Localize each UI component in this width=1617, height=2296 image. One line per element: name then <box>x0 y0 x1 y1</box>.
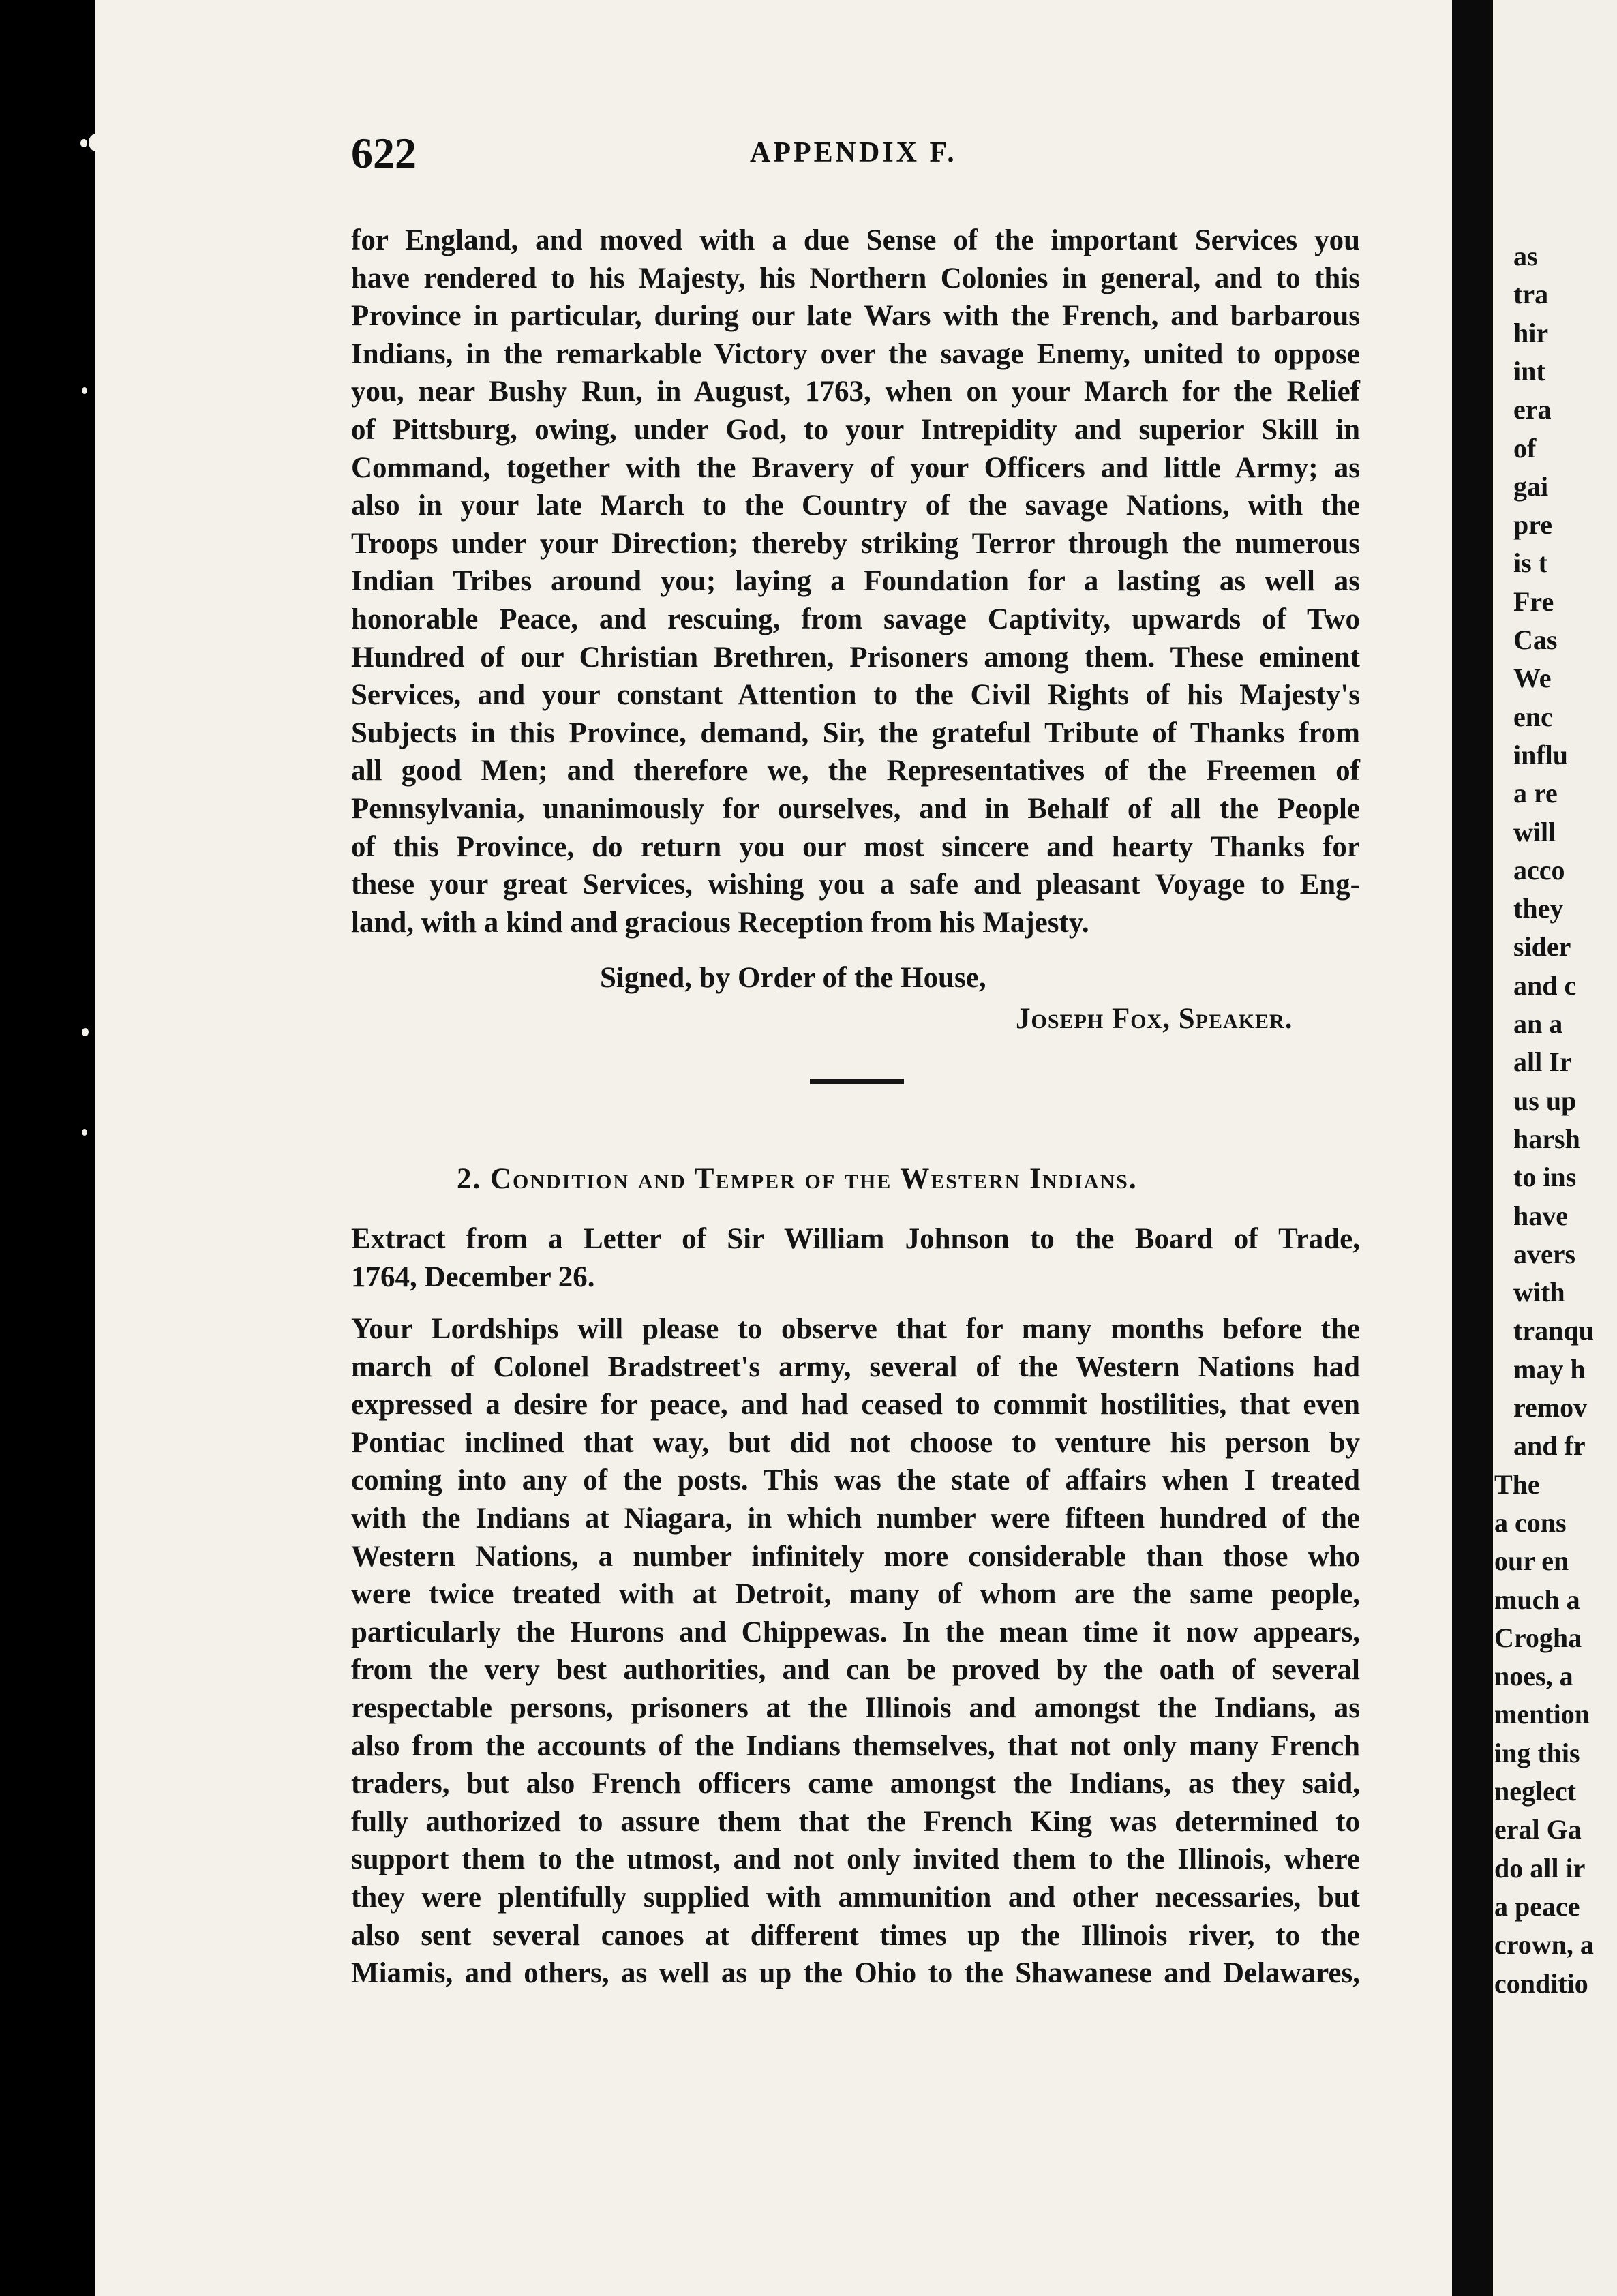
facing-page-line: Cas <box>1513 624 1558 655</box>
facing-page-line: acco <box>1513 854 1565 886</box>
text-line: Miamis, and others, as well as up the Ohio to the Shawanese and Delawares, <box>351 1957 1360 1990</box>
text-line: 1764, December 26. <box>351 1260 595 1293</box>
running-header-title: APPENDIX F. <box>750 137 957 168</box>
speck <box>80 139 87 147</box>
facing-page-line: as <box>1513 241 1538 271</box>
signed-line: Signed, by Order of the House, <box>600 962 986 994</box>
facing-page-line: sider <box>1513 931 1571 963</box>
text-line: also sent several canoes at different times up the Illinois river, to the <box>351 1919 1360 1952</box>
text-line: honorable Peace, and rescuing, from savage Captivity, upwards of Two <box>351 603 1360 635</box>
facing-page-line: mention <box>1494 1699 1590 1730</box>
facing-page-line: neglect <box>1494 1776 1576 1807</box>
running-head <box>351 128 1360 183</box>
text-line: Pennsylvania, unanimously for ourselves, and in Behalf of all the People <box>351 792 1360 825</box>
facing-page-line: int <box>1513 355 1545 387</box>
facing-page-line: will <box>1513 816 1556 847</box>
facing-page-fragment <box>1493 0 1617 2296</box>
text-line: Indians, in the remarkable Victory over the savage Enemy, united to oppose <box>351 337 1360 370</box>
facing-page-line: hir <box>1513 317 1549 348</box>
facing-page-line: noes, a <box>1494 1661 1573 1692</box>
text-line: Subjects in this Province, demand, Sir, the grateful Tribute of Thanks from <box>351 716 1360 749</box>
text-line: also from the accounts of the Indians themselves, that not only many French <box>351 1729 1360 1762</box>
facing-page-line: may h <box>1513 1353 1586 1385</box>
page-gutter <box>1452 0 1493 2296</box>
text-line: Province in particular, during our late Wars with the French, and barbarous <box>351 300 1360 333</box>
text-line: Command, together with the Bravery of your Officers and little Army; as <box>351 451 1360 484</box>
facing-page-line: do all ir <box>1494 1852 1586 1884</box>
text-line: all good Men; and therefore we, the Representatives of the Freemen of <box>351 755 1360 787</box>
page-number: 622 <box>351 129 417 177</box>
speck <box>82 387 87 394</box>
text-line: they were plentifully supplied with ammunition and other necessaries, but <box>351 1881 1360 1914</box>
text-line: Pontiac inclined that way, but did not choose to venture his person by <box>351 1426 1360 1459</box>
facing-page-line: We <box>1513 663 1552 694</box>
text-line: Services, and your constant Attention to the Civil Rights of his Majesty's <box>351 679 1360 712</box>
facing-page-line: much a <box>1494 1584 1580 1615</box>
speck <box>89 134 104 151</box>
facing-page-line: eral Ga <box>1494 1814 1582 1845</box>
speck <box>82 1028 89 1036</box>
facing-page-line: conditio <box>1494 1967 1588 1999</box>
signature-line: Joseph Fox, Speaker. <box>1016 1003 1293 1035</box>
text-line: coming into any of the posts. This was the state of affairs when I treated <box>351 1464 1360 1497</box>
text-line: also in your late March to the Country of the savage Nations, with the <box>351 489 1360 522</box>
facing-page-line: influ <box>1513 739 1569 770</box>
text-line: land, with a kind and gracious Reception from his Majesty. <box>351 906 1089 939</box>
text-line: fully authorized to assure them that the French King was determined to <box>351 1805 1360 1838</box>
text-line: of Pittsburg, owing, under God, to your Intrepidity and superior Skill in <box>351 413 1360 446</box>
text-line: support them to the utmost, and not only invited them to the Illinois, where <box>351 1843 1360 1876</box>
facing-page-line: is t <box>1513 547 1547 579</box>
text-line: traders, but also French officers came amongst the Indians, as they said, <box>351 1768 1360 1800</box>
facing-page-line: ing this <box>1494 1737 1580 1768</box>
text-line: Indian Tribes around you; laying a Foundation for a lasting as well as <box>351 565 1360 598</box>
text-line: expressed a desire for peace, and had ceased to commit hostilities, that even <box>351 1389 1360 1421</box>
text-line: Hundred of our Christian Brethren, Prisoners among them. These eminent <box>351 641 1360 674</box>
facing-page-line: harsh <box>1513 1123 1580 1154</box>
text-line: these your great Services, wishing you a safe and pleasant Voyage to Eng- <box>351 868 1360 901</box>
text-line: Extract from a Letter of Sir William Johnson to the Board of Trade, <box>351 1223 1360 1255</box>
facing-page-line: gai <box>1513 470 1549 502</box>
text-line: particularly the Hurons and Chippewas. In the mean time it now appears, <box>351 1616 1360 1648</box>
text-line: march of Colonel Bradstreet's army, several of the Western Nations had <box>351 1350 1360 1383</box>
facing-page-line: tra <box>1513 279 1549 310</box>
section-heading: 2. Condition and Temper of the Western Indians. <box>457 1163 1138 1195</box>
speck <box>82 1129 87 1136</box>
facing-page-line: all Ir <box>1513 1046 1572 1078</box>
facing-page-line: a peace <box>1494 1890 1580 1922</box>
facing-page-line: pre <box>1513 509 1553 541</box>
facing-page-line: Crogha <box>1494 1622 1582 1653</box>
text-line: you, near Bushy Run, in August, 1763, when on your March for the Relief <box>351 376 1360 408</box>
facing-page-line: crown, a <box>1494 1929 1594 1961</box>
facing-page-line: a re <box>1513 778 1558 809</box>
facing-page-line: remov <box>1513 1392 1588 1423</box>
facing-page-line: have <box>1513 1200 1568 1231</box>
facing-page-line: The <box>1494 1468 1540 1500</box>
extract-citation <box>351 1220 1360 1296</box>
facing-page-line: Fre <box>1513 586 1554 617</box>
facing-page-line: tranqu <box>1513 1315 1594 1346</box>
facing-page-line: to ins <box>1513 1162 1577 1193</box>
text-line: from the very best authorities, and can be proved by the oath of several <box>351 1654 1360 1687</box>
text-line: for England, and moved with a due Sense of the important Services you <box>351 224 1360 256</box>
facing-page-line: of <box>1513 432 1537 464</box>
facing-page-line: they <box>1513 893 1564 924</box>
text-line: with the Indians at Niagara, in which number were fifteen hundred of the <box>351 1502 1360 1535</box>
facing-page-line: and c <box>1513 969 1577 1001</box>
section-divider-rule <box>810 1079 904 1084</box>
facing-page-line: an a <box>1513 1008 1563 1039</box>
text-line: Troops under your Direction; thereby striking Terror through the numerous <box>351 527 1360 560</box>
facing-page-line: avers <box>1513 1238 1576 1269</box>
text-line: Your Lordships will please to observe that for many months before the <box>351 1313 1360 1345</box>
facing-page-line: enc <box>1513 701 1553 732</box>
text-line: of this Province, do return you our most sincere and hearty Thanks for <box>351 830 1360 863</box>
text-line: Western Nations, a number infinitely more considerable than those who <box>351 1540 1360 1573</box>
facing-page-line: us up <box>1513 1085 1577 1116</box>
letter-text <box>351 222 1360 941</box>
text-line: were twice treated with at Detroit, many of whom are the same people, <box>351 1578 1360 1611</box>
facing-page-line: a cons <box>1494 1507 1567 1538</box>
facing-page-line: era <box>1513 394 1552 425</box>
text-line: respectable persons, prisoners at the Illinois and amongst the Indians, as <box>351 1691 1360 1724</box>
facing-page-line: with <box>1513 1277 1565 1308</box>
facing-page-line: and fr <box>1513 1430 1586 1462</box>
text-line: have rendered to his Majesty, his Northern Colonies in general, and to this <box>351 262 1360 294</box>
facing-page-line: our en <box>1494 1545 1569 1577</box>
letter-extract-body <box>351 1310 1360 1993</box>
